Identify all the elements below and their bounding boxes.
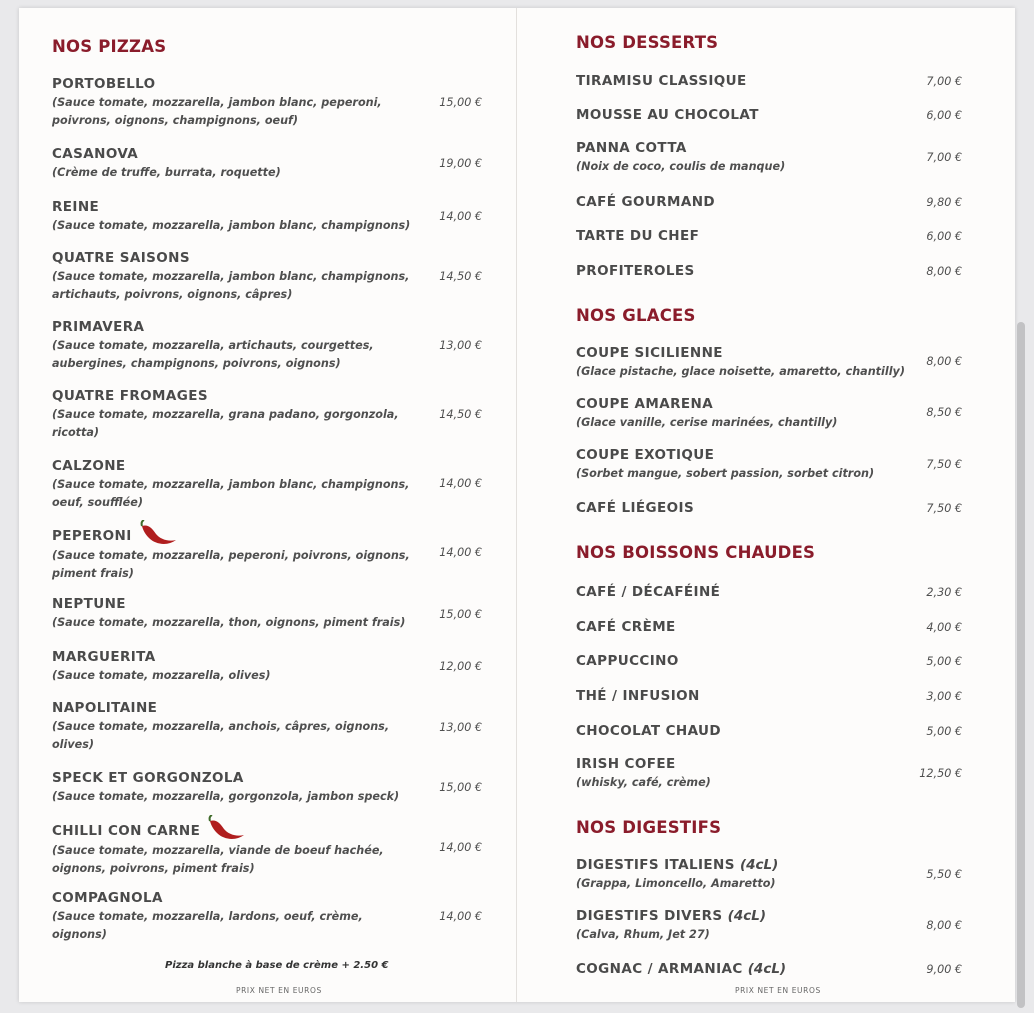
- menu-item: [576, 756, 906, 792]
- item-name: PRIMAVERA: [52, 319, 145, 335]
- item-description: (Sauce tomate, mozzarella, grana padano, gorgonzola, ricotta): [52, 408, 399, 439]
- item-name: SPECK ET GORGONZOLA: [52, 770, 244, 786]
- menu-item: [576, 396, 906, 432]
- menu-item: [576, 584, 906, 601]
- item-quantity: (4cL): [727, 908, 767, 924]
- item-description: (Sauce tomate, mozzarella, jambon blanc, champignons, artichauts, poivrons, oignons, câpres): [52, 270, 410, 301]
- item-description: (Sauce tomate, mozzarella, viande de boeuf hachée, oignons, poivrons, piment frais): [52, 844, 384, 875]
- item-price: 5,00 €: [926, 725, 962, 738]
- item-name: CASANOVA: [52, 146, 139, 162]
- item-name: MOUSSE AU CHOCOLAT: [576, 107, 759, 123]
- item-price: 6,00 €: [926, 109, 962, 122]
- menu-item: [52, 770, 412, 806]
- item-price: 14,00 €: [439, 841, 482, 854]
- item-price: 14,00 €: [439, 910, 482, 923]
- item-price: 7,50 €: [926, 502, 962, 515]
- item-price: 7,00 €: [926, 75, 962, 88]
- item-price: 12,50 €: [919, 767, 962, 780]
- item-name: COUPE SICILIENNE: [576, 345, 723, 361]
- item-name: NEPTUNE: [52, 596, 126, 612]
- menu-item: [576, 447, 906, 483]
- item-name: COMPAGNOLA: [52, 890, 163, 906]
- item-description: (Crème de truffe, burrata, roquette): [52, 166, 281, 179]
- menu-item: [52, 649, 412, 685]
- item-description: (Glace pistache, glace noisette, amaretto, chantilly): [576, 365, 905, 378]
- item-name: PEPERONI: [52, 526, 412, 546]
- item-name: NAPOLITAINE: [52, 700, 158, 716]
- item-description: (Sauce tomate, mozzarella, peperoni, poivrons, oignons, piment frais): [52, 549, 410, 580]
- item-description: (Sauce tomate, mozzarella, jambon blanc, peperoni, poivrons, oignons, champignons, oeuf): [52, 96, 382, 127]
- menu-item: [52, 458, 412, 512]
- item-price: 5,00 €: [926, 655, 962, 668]
- item-price: 3,00 €: [926, 690, 962, 703]
- menu-item: [576, 908, 906, 944]
- item-name: CAFÉ CRÈME: [576, 619, 676, 635]
- menu-item: [52, 596, 412, 632]
- item-description: (Sauce tomate, mozzarella, jambon blanc, champignons): [52, 219, 411, 232]
- item-price: 14,50 €: [439, 270, 482, 283]
- item-name: QUATRE SAISONS: [52, 250, 190, 266]
- item-name: COUPE AMARENA: [576, 396, 714, 412]
- menu-item: [576, 263, 906, 280]
- menu-item: [576, 140, 906, 176]
- menu-item: [576, 857, 906, 893]
- item-description: (Sauce tomate, mozzarella, jambon blanc, champignons, oeuf, soufflée): [52, 478, 410, 509]
- item-quantity: (4cL): [747, 961, 787, 977]
- item-description: (Calva, Rhum, Jet 27): [576, 928, 710, 941]
- item-name: DIGESTIFS DIVERS (4cL): [576, 908, 767, 924]
- item-name: CAPPUCCINO: [576, 653, 679, 669]
- chili-pepper-icon: [138, 520, 178, 546]
- section-title-glaces: NOS GLACES: [576, 306, 696, 325]
- menu-item: [52, 890, 412, 944]
- item-name: CAFÉ LIÉGEOIS: [576, 500, 695, 516]
- menu-item: [52, 250, 412, 304]
- menu-item: [52, 199, 412, 235]
- item-name: PANNA COTTA: [576, 140, 687, 156]
- item-description: (Noix de coco, coulis de manque): [576, 160, 786, 173]
- item-name: CALZONE: [52, 458, 126, 474]
- item-price: 8,00 €: [926, 919, 962, 932]
- item-price: 13,00 €: [439, 721, 482, 734]
- item-price: 5,50 €: [926, 868, 962, 881]
- item-name: MARGUERITA: [52, 649, 156, 665]
- item-name: COUPE EXOTIQUE: [576, 447, 715, 463]
- menu-item: [576, 961, 906, 978]
- menu-item: [52, 700, 412, 754]
- menu-item: [576, 345, 916, 381]
- item-description: (Sauce tomate, mozzarella, lardons, oeuf, crème, oignons): [52, 910, 363, 941]
- item-price: 15,00 €: [439, 781, 482, 794]
- menu-item: [576, 619, 906, 636]
- item-name: PROFITEROLES: [576, 263, 695, 279]
- item-price: 13,00 €: [439, 339, 482, 352]
- item-price: 14,50 €: [439, 408, 482, 421]
- pizza-blanche-note: Pizza blanche à base de crème + 2.50 €: [165, 960, 389, 971]
- item-price: 8,00 €: [926, 355, 962, 368]
- item-name: DIGESTIFS ITALIENS (4cL): [576, 857, 779, 873]
- prix-net-footer-left: PRIX NET EN EUROS: [236, 986, 322, 995]
- menu-item: [576, 107, 906, 124]
- menu-item: [52, 76, 412, 130]
- item-price: 9,80 €: [926, 196, 962, 209]
- section-title-desserts: NOS DESSERTS: [576, 33, 719, 52]
- item-name: IRISH COFEE: [576, 756, 676, 772]
- item-description: (whisky, café, crème): [576, 776, 711, 789]
- item-name: CHILLI CON CARNE: [52, 821, 412, 841]
- item-name: QUATRE FROMAGES: [52, 388, 208, 404]
- item-description: (Sorbet mangue, sobert passion, sorbet citron): [576, 467, 875, 480]
- item-price: 15,00 €: [439, 608, 482, 621]
- item-name: CAFÉ GOURMAND: [576, 194, 716, 210]
- item-name: TARTE DU CHEF: [576, 228, 700, 244]
- menu-item: [576, 73, 906, 90]
- item-description: (Sauce tomate, mozzarella, anchois, câpres, oignons, olives): [52, 720, 390, 751]
- section-title-pizzas: NOS PIZZAS: [52, 37, 167, 56]
- item-name: CAFÉ / DÉCAFÉINÉ: [576, 584, 721, 600]
- item-price: 14,00 €: [439, 546, 482, 559]
- item-description: (Sauce tomate, mozzarella, gorgonzola, jambon speck): [52, 790, 400, 803]
- item-price: 6,00 €: [926, 230, 962, 243]
- vertical-scrollbar[interactable]: [1017, 322, 1025, 1008]
- section-title-digestifs: NOS DIGESTIFS: [576, 818, 722, 837]
- item-price: 4,00 €: [926, 621, 962, 634]
- menu-item: [576, 194, 906, 211]
- item-price: 2,30 €: [926, 586, 962, 599]
- menu-page: [19, 8, 1015, 1002]
- item-name: PORTOBELLO: [52, 76, 156, 92]
- prix-net-footer-right: PRIX NET EN EUROS: [735, 986, 821, 995]
- chili-pepper-icon: [206, 815, 246, 841]
- item-description: (Sauce tomate, mozzarella, thon, oignons, piment frais): [52, 616, 406, 629]
- item-price: 14,00 €: [439, 477, 482, 490]
- item-price: 14,00 €: [439, 210, 482, 223]
- item-quantity: (4cL): [739, 857, 779, 873]
- item-price: 12,00 €: [439, 660, 482, 673]
- menu-item: [576, 653, 906, 670]
- item-price: 7,00 €: [926, 151, 962, 164]
- menu-item: [576, 688, 906, 705]
- menu-item: [52, 319, 412, 373]
- item-name: THÉ / INFUSION: [576, 688, 700, 704]
- item-name: CHOCOLAT CHAUD: [576, 723, 721, 739]
- menu-item: [576, 500, 906, 517]
- menu-item: [576, 228, 906, 245]
- item-price: 19,00 €: [439, 157, 482, 170]
- item-price: 7,50 €: [926, 458, 962, 471]
- menu-item: [576, 723, 906, 740]
- item-description: (Glace vanille, cerise marinées, chantilly): [576, 416, 838, 429]
- item-description: (Sauce tomate, mozzarella, artichauts, courgettes, aubergines, champignons, poivrons, oignons): [52, 339, 374, 370]
- item-price: 15,00 €: [439, 96, 482, 109]
- menu-item: [52, 526, 412, 583]
- item-price: 9,00 €: [926, 963, 962, 976]
- menu-item: [52, 146, 412, 182]
- item-price: 8,00 €: [926, 265, 962, 278]
- menu-item: [52, 388, 412, 442]
- item-name: REINE: [52, 199, 100, 215]
- item-description: (Sauce tomate, mozzarella, olives): [52, 669, 271, 682]
- item-name: TIRAMISU CLASSIQUE: [576, 73, 747, 89]
- section-title-boissons-chaudes: NOS BOISSONS CHAUDES: [576, 543, 816, 562]
- item-price: 8,50 €: [926, 406, 962, 419]
- item-description: (Grappa, Limoncello, Amaretto): [576, 877, 776, 890]
- menu-item: [52, 821, 412, 878]
- item-name: COGNAC / ARMANIAC (4cL): [576, 961, 787, 977]
- column-divider: [516, 8, 517, 1002]
